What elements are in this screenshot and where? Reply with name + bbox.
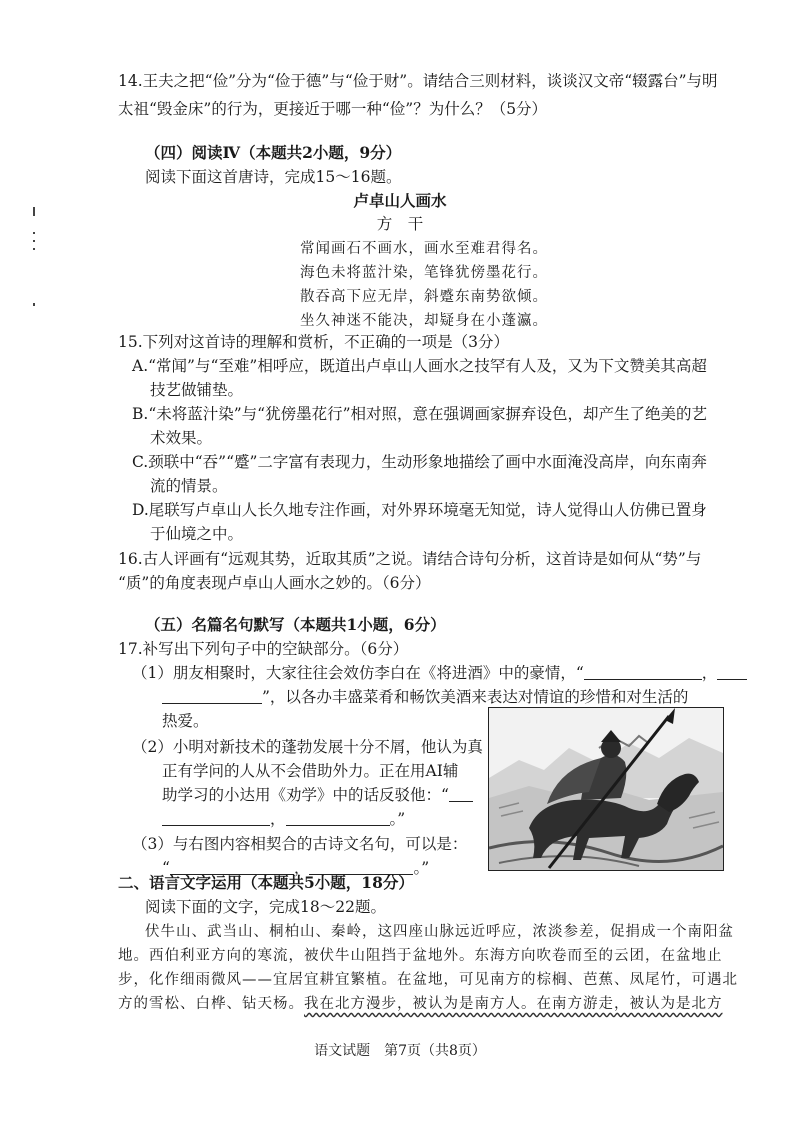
q17-stem: 17.补写出下列句子中的空缺部分。（6分）: [118, 640, 409, 658]
q15-option-d: D.尾联写卢卓山人长久地专注作画，对外界环境毫无知觉，诗人觉得山人仿佛已置身: [132, 501, 707, 519]
part-2-intro: 阅读下面的文字，完成18～22题。: [145, 898, 386, 916]
passage-line: 步，化作细雨微风——宜居宜耕宜繁植。在盆地，可见南方的棕榈、芭蕉、凤尾竹，可遇北: [118, 972, 738, 988]
punct: 。”: [413, 859, 430, 877]
answer-blank[interactable]: [286, 809, 390, 826]
passage-wavy-underlined-sentence: 我在北方漫步，被认为是南方人。在南方游走，被认为是北方: [304, 996, 723, 1012]
q15-option-b-cont: 术效果。: [150, 429, 213, 447]
section-4-heading: （四）阅读Ⅳ（本题共2小题，9分）: [145, 143, 402, 162]
punct: ，: [293, 859, 310, 877]
q15-option-c-cont: 流的情景。: [150, 477, 228, 495]
q15-option-b: B.“未将蓝汁染”与“犹傍墨花行”相对照，意在强调画家摒弃设色，却产生了绝美的艺: [132, 405, 708, 423]
part-2-heading: 二、语言文字运用（本题共5小题，18分）: [118, 873, 414, 892]
poem-title: 卢卓山人画水: [353, 191, 447, 210]
q14-line2: 太祖“毁金床”的行为，更接近于哪一种“俭”？为什么？（5分）: [118, 100, 548, 118]
q17-part1-line1: [132, 662, 747, 684]
binding-mark: [33, 240, 35, 242]
answer-blank[interactable]: [162, 687, 262, 704]
poem-author: 方 干: [376, 215, 424, 233]
q15-option-c: C.颈联中“吞”“蹙”二字富有表现力，生动形象地描绘了画中水面淹没高岸，向东南奔: [132, 453, 707, 471]
passage-text: 方的雪松、白桦、钻天杨。: [118, 996, 304, 1012]
illustration-general-on-horse: [488, 707, 724, 871]
punct: ，: [270, 810, 286, 828]
q15-option-a: A.“常闻”与“至难”相呼应，既道出卢卓山人画水之技罕有人及，又为下文赞美其高超: [132, 357, 707, 375]
q17-part2-line3: [162, 784, 473, 806]
punct: “: [162, 859, 170, 877]
poem-line: 常闻画石不画水，画水至难君得名。: [300, 241, 548, 257]
section-4-intro: 阅读下面这首唐诗，完成15～16题。: [145, 168, 402, 186]
punct: ，: [701, 664, 718, 682]
binding-mark: [33, 303, 35, 306]
q17-part2-line1: （2）小明对新技术的蓬勃发展十分不屑，他认为真: [132, 738, 483, 756]
passage-line: [118, 993, 723, 1015]
q17-part2-text: 助学习的小达用《劝学》中的话反驳他：“: [162, 786, 449, 804]
q15-option-d-cont: 于仙境之中。: [150, 525, 244, 543]
answer-blank[interactable]: [717, 663, 747, 680]
q17-part1-text: （1）朋友相聚时，大家往往会效仿李白在《将进酒》中的豪情，“: [132, 664, 584, 682]
passage-line: 地。西伯利亚方向的寒流，被伏牛山阻挡于盆地外。东海方向吹卷而至的云团，在盆地止: [118, 948, 723, 964]
q16-line1: 16.古人评画有“远观其势，近取其质”之说。请结合诗句分析，这首诗是如何从“势”与: [118, 550, 702, 568]
answer-blank[interactable]: [449, 785, 473, 802]
q15-option-a-cont: 技艺做铺垫。: [150, 381, 244, 399]
q17-part2-line2: 正有学问的人从不会借助外力。正在用AI辅: [162, 762, 459, 780]
q17-part1-line2: [162, 686, 688, 708]
passage-line: 伏牛山、武当山、桐柏山、秦岭，这四座山脉远近呼应，浓淡参差，促捐成一个南阳盆: [145, 924, 734, 940]
q16-line2: “质”的角度表现卢卓山人画水之妙的。（6分）: [118, 574, 431, 592]
q17-part1-text: ”，以各办丰盛菜肴和畅饮美酒来表达对情谊的珍惜和对生活的: [262, 688, 689, 706]
punct: 。”: [389, 810, 406, 828]
answer-blank[interactable]: [162, 809, 270, 826]
q14-line1: 14.王夫之把“俭”分为“俭于德”与“俭于财”。请结合三则材料，谈谈汉文帝“辍露台”与明: [118, 72, 718, 90]
q17-part3-line1: （3）与右图内容相契合的古诗文名句，可以是：: [132, 835, 468, 853]
q15-stem: 15.下列对这首诗的理解和赏析，不正确的一项是（3分）: [118, 333, 510, 351]
poem-line: 散吞高下应无岸，斜蹙东南势欲倾。: [300, 289, 548, 305]
poem-line: 坐久神迷不能决，却疑身在小蓬瀛。: [300, 313, 548, 329]
answer-blank[interactable]: [584, 663, 702, 680]
q17-part1-line3: 热爱。: [162, 712, 209, 730]
section-5-heading: （五）名篇名句默写（本题共1小题，6分）: [145, 615, 446, 634]
binding-mark: [33, 248, 35, 250]
page-footer: 语文试题 第7页（共8页）: [314, 1043, 486, 1059]
poem-line: 海色未将蓝汁染，笔锋犹傍墨花行。: [300, 265, 548, 281]
q17-part2-line4: [162, 808, 405, 830]
illustration-drawing: [489, 708, 723, 870]
